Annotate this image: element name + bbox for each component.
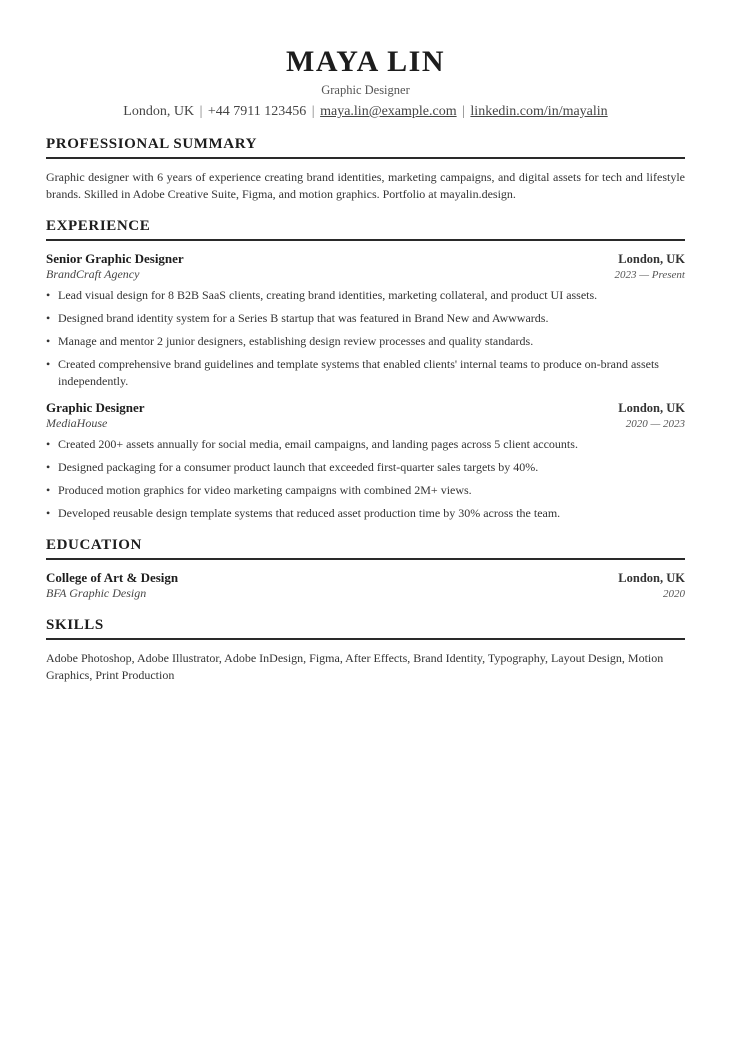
contact-phone: +44 7911 123456	[207, 104, 307, 119]
job-bullet: • Created 200+ assets annually for social media, email campaigns, and landing pages across 5 client accounts.	[46, 436, 685, 453]
job-bullet: • Lead visual design for 8 B2B SaaS clients, creating brand identities, marketing collateral, and product UI assets.	[46, 287, 685, 304]
job-role: Graphic Designer	[46, 400, 145, 415]
job-subheader-row	[46, 267, 685, 283]
job-bullet: • Developed reusable design template systems that reduced asset production time by 30% across the team.	[46, 505, 685, 522]
job-subheader-row	[46, 416, 685, 432]
job-dates: 2020 — 2023	[625, 418, 685, 430]
job-entry	[46, 251, 685, 390]
job-bullet: • Created comprehensive brand guidelines and template systems that enabled clients' internal teams to produce on-brand assets independently.	[46, 356, 685, 390]
contact-separator: |	[199, 104, 203, 119]
education-school: College of Art & Design	[46, 570, 179, 585]
job-bullet: • Designed packaging for a consumer product launch that exceeded first-quarter sales targets by 40%.	[46, 459, 685, 476]
skills-section	[46, 616, 685, 684]
education-year: 2020	[663, 588, 685, 600]
section-heading-education: EDUCATION	[46, 536, 685, 560]
contact-separator: |	[462, 104, 465, 119]
candidate-name: MAYA LIN	[286, 45, 445, 78]
job-bullets	[46, 287, 685, 390]
candidate-title: Graphic Designer	[321, 83, 410, 97]
summary-text: Graphic designer with 6 years of experience creating brand identities, marketing campaigns, and digital assets for tech and lifestyle brands. Skilled in Adobe Creative Suite, Figma, and motion graphics. Portfolio at mayalin.design.	[46, 170, 685, 201]
job-company: MediaHouse	[46, 416, 108, 430]
section-heading-experience: EXPERIENCE	[46, 217, 685, 241]
section-heading-summary: PROFESSIONAL SUMMARY	[46, 135, 685, 159]
contact-email-link[interactable]: maya.lin@example.com	[320, 104, 457, 119]
contact-linkedin-link[interactable]: linkedin.com/in/mayalin	[470, 104, 608, 119]
education-entry	[46, 570, 685, 602]
education-header-row	[46, 570, 685, 586]
job-bullet: • Produced motion graphics for video marketing campaigns with combined 2M+ views.	[46, 482, 685, 499]
job-bullet: • Manage and mentor 2 junior designers, establishing design review processes and quality standards.	[46, 333, 685, 350]
education-section	[46, 536, 685, 602]
job-bullet: • Designed brand identity system for a Series B startup that was featured in Brand New and Awwwards.	[46, 310, 685, 327]
job-header-row	[46, 251, 685, 267]
resume-header	[46, 44, 685, 121]
experience-section	[46, 217, 685, 522]
job-header-row	[46, 400, 685, 416]
job-role: Senior Graphic Designer	[46, 251, 184, 266]
job-entry	[46, 400, 685, 522]
job-location: London, UK	[618, 252, 685, 266]
skills-text: Adobe Photoshop, Adobe Illustrator, Adobe InDesign, Figma, After Effects, Brand Identity, Typography, Layout Design, Motion Graphics, Print Production	[46, 651, 664, 682]
job-company: BrandCraft Agency	[46, 267, 140, 281]
job-location: London, UK	[618, 401, 685, 415]
section-heading-skills: SKILLS	[46, 616, 685, 640]
job-dates: 2023 — Present	[614, 269, 685, 281]
summary-section	[46, 135, 685, 203]
contact-line	[46, 103, 685, 121]
education-degree: BFA Graphic Design	[46, 586, 147, 600]
job-bullets	[46, 436, 685, 522]
contact-separator: |	[311, 104, 315, 119]
contact-location: London, UK	[123, 104, 195, 119]
education-subheader-row	[46, 586, 685, 602]
education-location: London, UK	[618, 571, 685, 585]
